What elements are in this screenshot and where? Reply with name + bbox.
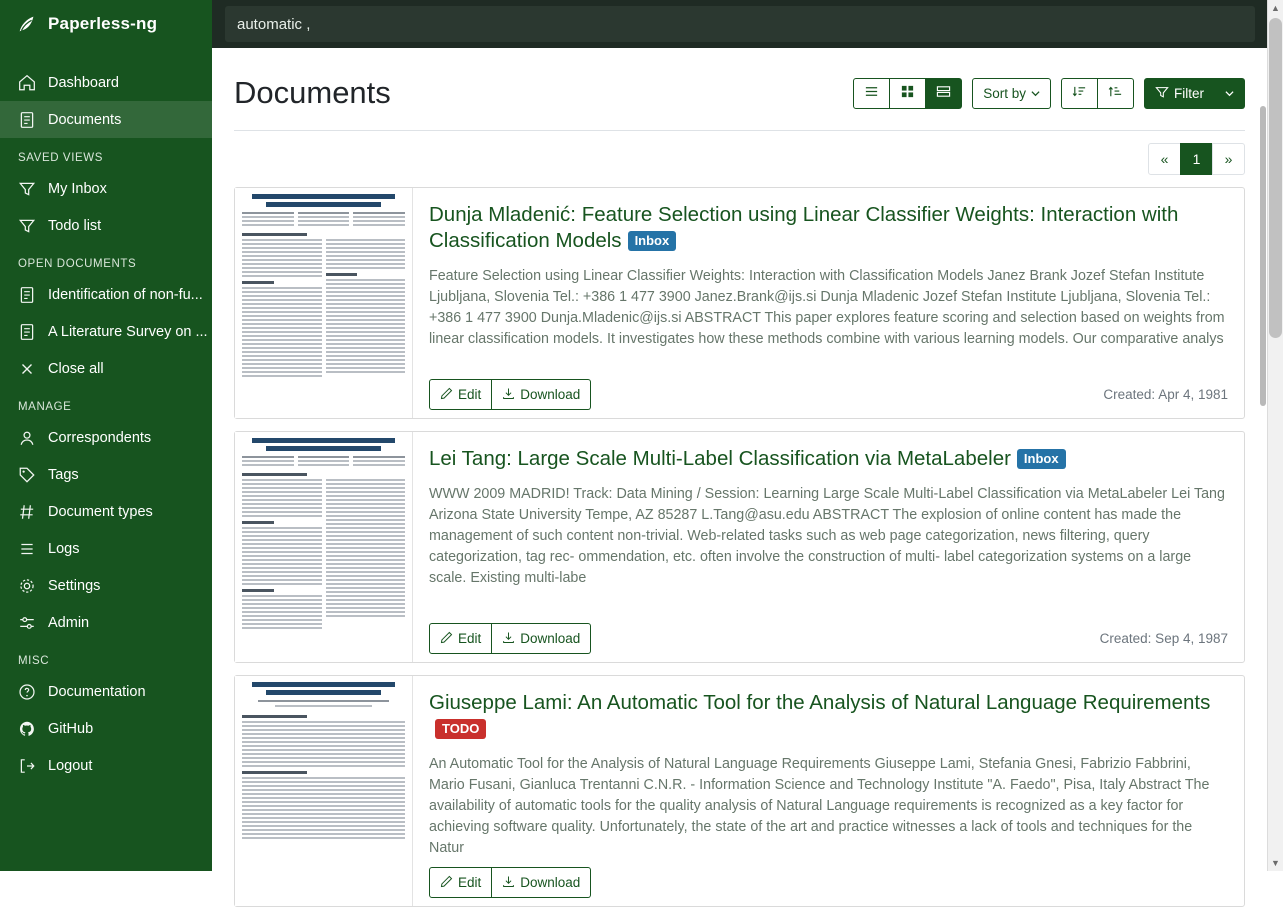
sidebar-item-close-all-label: Close all [48,360,104,377]
sidebar-section-manage: MANAGE [18,401,72,413]
main-content [212,48,1267,890]
edit-button[interactable] [429,379,492,410]
content-scrollbar-thumb[interactable] [1260,106,1266,406]
document-footer [429,617,1228,654]
sort-up-icon [1108,84,1123,102]
funnel-icon [18,180,36,198]
sidebar-section-misc: MISC [18,655,50,667]
filter-dropdown-toggle[interactable] [1215,78,1245,109]
sidebar-item-logs[interactable] [0,530,212,567]
search-input-value: automatic , [237,15,311,33]
sidebar-item-documents[interactable] [0,101,212,138]
document-actions [429,623,591,654]
document-title[interactable] [429,690,1228,742]
list-view-icon [864,84,879,102]
document-title[interactable] [429,202,1228,254]
pagination-page-1[interactable]: 1 [1180,143,1213,175]
funnel-icon [18,217,36,235]
pencil-icon [440,387,453,403]
window-scrollbar-thumb[interactable] [1269,18,1282,338]
document-tag[interactable]: TODO [435,719,486,739]
document-title-text: Dunja Mladenić: Feature Selection using Linear Classifier Weights: Interaction with Classification Models [429,203,1179,252]
sidebar-item-dashboard[interactable] [0,64,212,101]
filter-group [1144,78,1245,109]
scroll-up-arrow-icon[interactable]: ▲ [1271,3,1280,13]
search-input[interactable] [225,6,1255,42]
document-thumbnail[interactable] [235,188,413,418]
sidebar-item-documentation-label: Documentation [48,683,146,700]
document-card[interactable] [234,187,1245,419]
person-icon [18,429,36,447]
view-mode-group [853,78,962,109]
sidebar-item-open-doc-1[interactable] [0,276,212,313]
document-icon [18,286,36,304]
document-body [413,432,1244,662]
edit-label: Edit [458,631,482,646]
sidebar-item-document-types[interactable] [0,493,212,530]
download-label: Download [520,387,581,402]
sidebar-item-tags[interactable] [0,456,212,493]
sidebar-item-documents-label: Documents [48,111,122,128]
sidebar-item-document-types-label: Document types [48,503,153,520]
download-button[interactable] [492,623,591,654]
page-title: Documents [234,75,391,110]
top-bar [212,0,1267,48]
pagination-prev[interactable]: « [1148,143,1181,175]
document-tag[interactable]: Inbox [628,231,677,251]
sidebar-item-documentation[interactable] [0,673,212,710]
sidebar-item-todo-list-label: Todo list [48,217,102,234]
pagination-row [212,131,1267,175]
page-header [212,48,1267,120]
question-circle-icon [18,683,36,701]
close-icon [18,360,36,378]
funnel-icon [1155,85,1169,102]
sidebar-item-correspondents-label: Correspondents [48,429,152,446]
sliders-icon [18,614,36,632]
document-icon [18,323,36,341]
sidebar-section-open-documents: OPEN DOCUMENTS [18,258,137,270]
file-icon [18,111,36,129]
sort-descending-button[interactable] [1061,78,1098,109]
document-actions [429,379,591,410]
sort-by-dropdown[interactable] [972,78,1051,109]
sidebar-item-logs-label: Logs [48,540,80,557]
sidebar-item-dashboard-label: Dashboard [48,74,119,91]
document-footer [429,373,1228,410]
document-thumbnail[interactable] [235,432,413,662]
document-title[interactable] [429,446,1228,472]
logout-icon [18,757,36,775]
house-icon [18,74,36,92]
pagination-next[interactable]: » [1212,143,1245,175]
header-toolbar [853,78,1245,109]
document-created-date: Created: Apr 4, 1981 [1103,387,1228,402]
document-body [413,188,1244,418]
list-icon [18,540,36,558]
sort-by-label: Sort by [983,85,1026,101]
document-actions [429,867,591,898]
sidebar-item-todo-list[interactable] [0,207,212,244]
document-thumbnail[interactable] [235,676,413,906]
view-details-button[interactable] [926,78,962,109]
download-icon [502,875,515,891]
sidebar-item-tags-label: Tags [48,466,79,483]
document-content: An Automatic Tool for the Analysis of Natural Language Requirements Giuseppe Lami, Stefania Gnesi, Fabrizio Fabbrini, Mario Fusani, Gianluca Trentanni C.N.R. - Information Science and Technology Institute "A. Faedo", Pisa, Italy Abstract The availability of automatic tools for the quality analysis of Natural Language requirements is recognized as a key factor for achieving software quality. Unfortunately, the state of the art and practice witnesses a lack of tools and techniques for the Natur [429,756,1210,856]
download-icon [502,387,515,403]
document-title-text: Lei Tang: Large Scale Multi-Label Classification via MetaLabeler [429,447,1011,470]
download-label: Download [520,875,581,890]
edit-button[interactable] [429,623,492,654]
chevron-down-icon [1225,86,1234,101]
document-content: WWW 2009 MADRID! Track: Data Mining / Session: Learning Large Scale Multi-Label Classification via MetaLabeler Lei Tang Arizona State University Tempe, AZ 85287 L.Tang@asu.edu ABSTRACT The explosion of online content has made the management of such content non-trivial. Web-related tasks such as web page categorization, news filtering, query categorization, tag rec- ommendation, etc. often involve the construction of multi- label categorization systems on a large scale. Existing multi-labe [429,486,1225,586]
window-scrollbar[interactable] [1267,0,1283,871]
grid-view-icon [900,84,915,102]
thumbnail-page-preview [235,188,412,390]
sidebar-item-logout-label: Logout [48,757,93,774]
sidebar-item-admin-label: Admin [48,614,90,631]
sidebar-item-logout[interactable] [0,747,212,784]
sidebar-item-close-all[interactable] [0,350,212,387]
document-list [212,175,1267,907]
edit-label: Edit [458,875,482,890]
download-label: Download [520,631,581,646]
sidebar [0,0,212,871]
brand-title: Paperless-ng [48,14,158,33]
document-card[interactable] [234,675,1245,907]
sidebar-item-github[interactable] [0,710,212,747]
github-icon [18,720,36,738]
sidebar-item-my-inbox-label: My Inbox [48,180,107,197]
pagination [1148,143,1245,175]
sidebar-item-settings-label: Settings [48,577,101,594]
sidebar-item-github-label: GitHub [48,720,94,737]
sort-ascending-button[interactable] [1098,78,1134,109]
view-list-button[interactable] [853,78,890,109]
sidebar-item-admin[interactable] [0,604,212,641]
sidebar-section-saved-views: SAVED VIEWS [18,152,103,164]
sort-direction-group [1061,78,1134,109]
pencil-icon [440,631,453,647]
download-icon [502,631,515,647]
download-button[interactable] [492,379,591,410]
details-view-icon [936,84,951,102]
filter-button[interactable] [1144,78,1215,109]
document-footer [429,861,1228,898]
paperless-logo-icon [16,13,38,35]
document-created-date: Created: Sep 4, 1987 [1099,631,1228,646]
document-body [413,676,1244,906]
scroll-down-arrow-icon[interactable]: ▼ [1271,858,1280,868]
document-card[interactable] [234,431,1245,663]
sidebar-item-my-inbox[interactable] [0,170,212,207]
gear-icon [18,577,36,595]
hash-icon [18,503,36,521]
content-scrollbar[interactable] [1259,96,1267,919]
sidebar-item-open-doc-2-label: A Literature Survey on ... [48,323,208,340]
document-content: Feature Selection using Linear Classifier Weights: Interaction with Classification Models Janez Brank Jozef Stefan Institute Ljubljana, Slovenia Tel.: +386 1 477 3900 Janez.Brank@ijs.si Dunja Mladenic Jozef Stefan Institute Ljubljana, Slovenia Tel.: +386 1 477 3900 Dunja.Mladenic@ijs.si ABSTRACT This paper explores feature scoring and selection based on weights from linear classification models. It investigates how these methods combine with various learning models. Our comparative analys [429,268,1225,347]
brand[interactable] [0,0,212,48]
document-tag[interactable]: Inbox [1017,449,1066,469]
thumbnail-page-preview [235,676,412,847]
sidebar-item-settings[interactable] [0,567,212,604]
sort-down-icon [1072,84,1087,102]
view-grid-button[interactable] [890,78,926,109]
document-title-text: Giuseppe Lami: An Automatic Tool for the Analysis of Natural Language Requirements [429,691,1211,714]
filter-label: Filter [1174,85,1204,101]
thumbnail-page-preview [235,432,412,642]
tag-icon [18,466,36,484]
sidebar-item-open-doc-1-label: Identification of non-fu... [48,286,203,303]
edit-label: Edit [458,387,482,402]
sidebar-item-correspondents[interactable] [0,419,212,456]
download-button[interactable] [492,867,591,898]
edit-button[interactable] [429,867,492,898]
chevron-down-icon [1031,86,1040,101]
pencil-icon [440,875,453,891]
sidebar-item-open-doc-2[interactable] [0,313,212,350]
